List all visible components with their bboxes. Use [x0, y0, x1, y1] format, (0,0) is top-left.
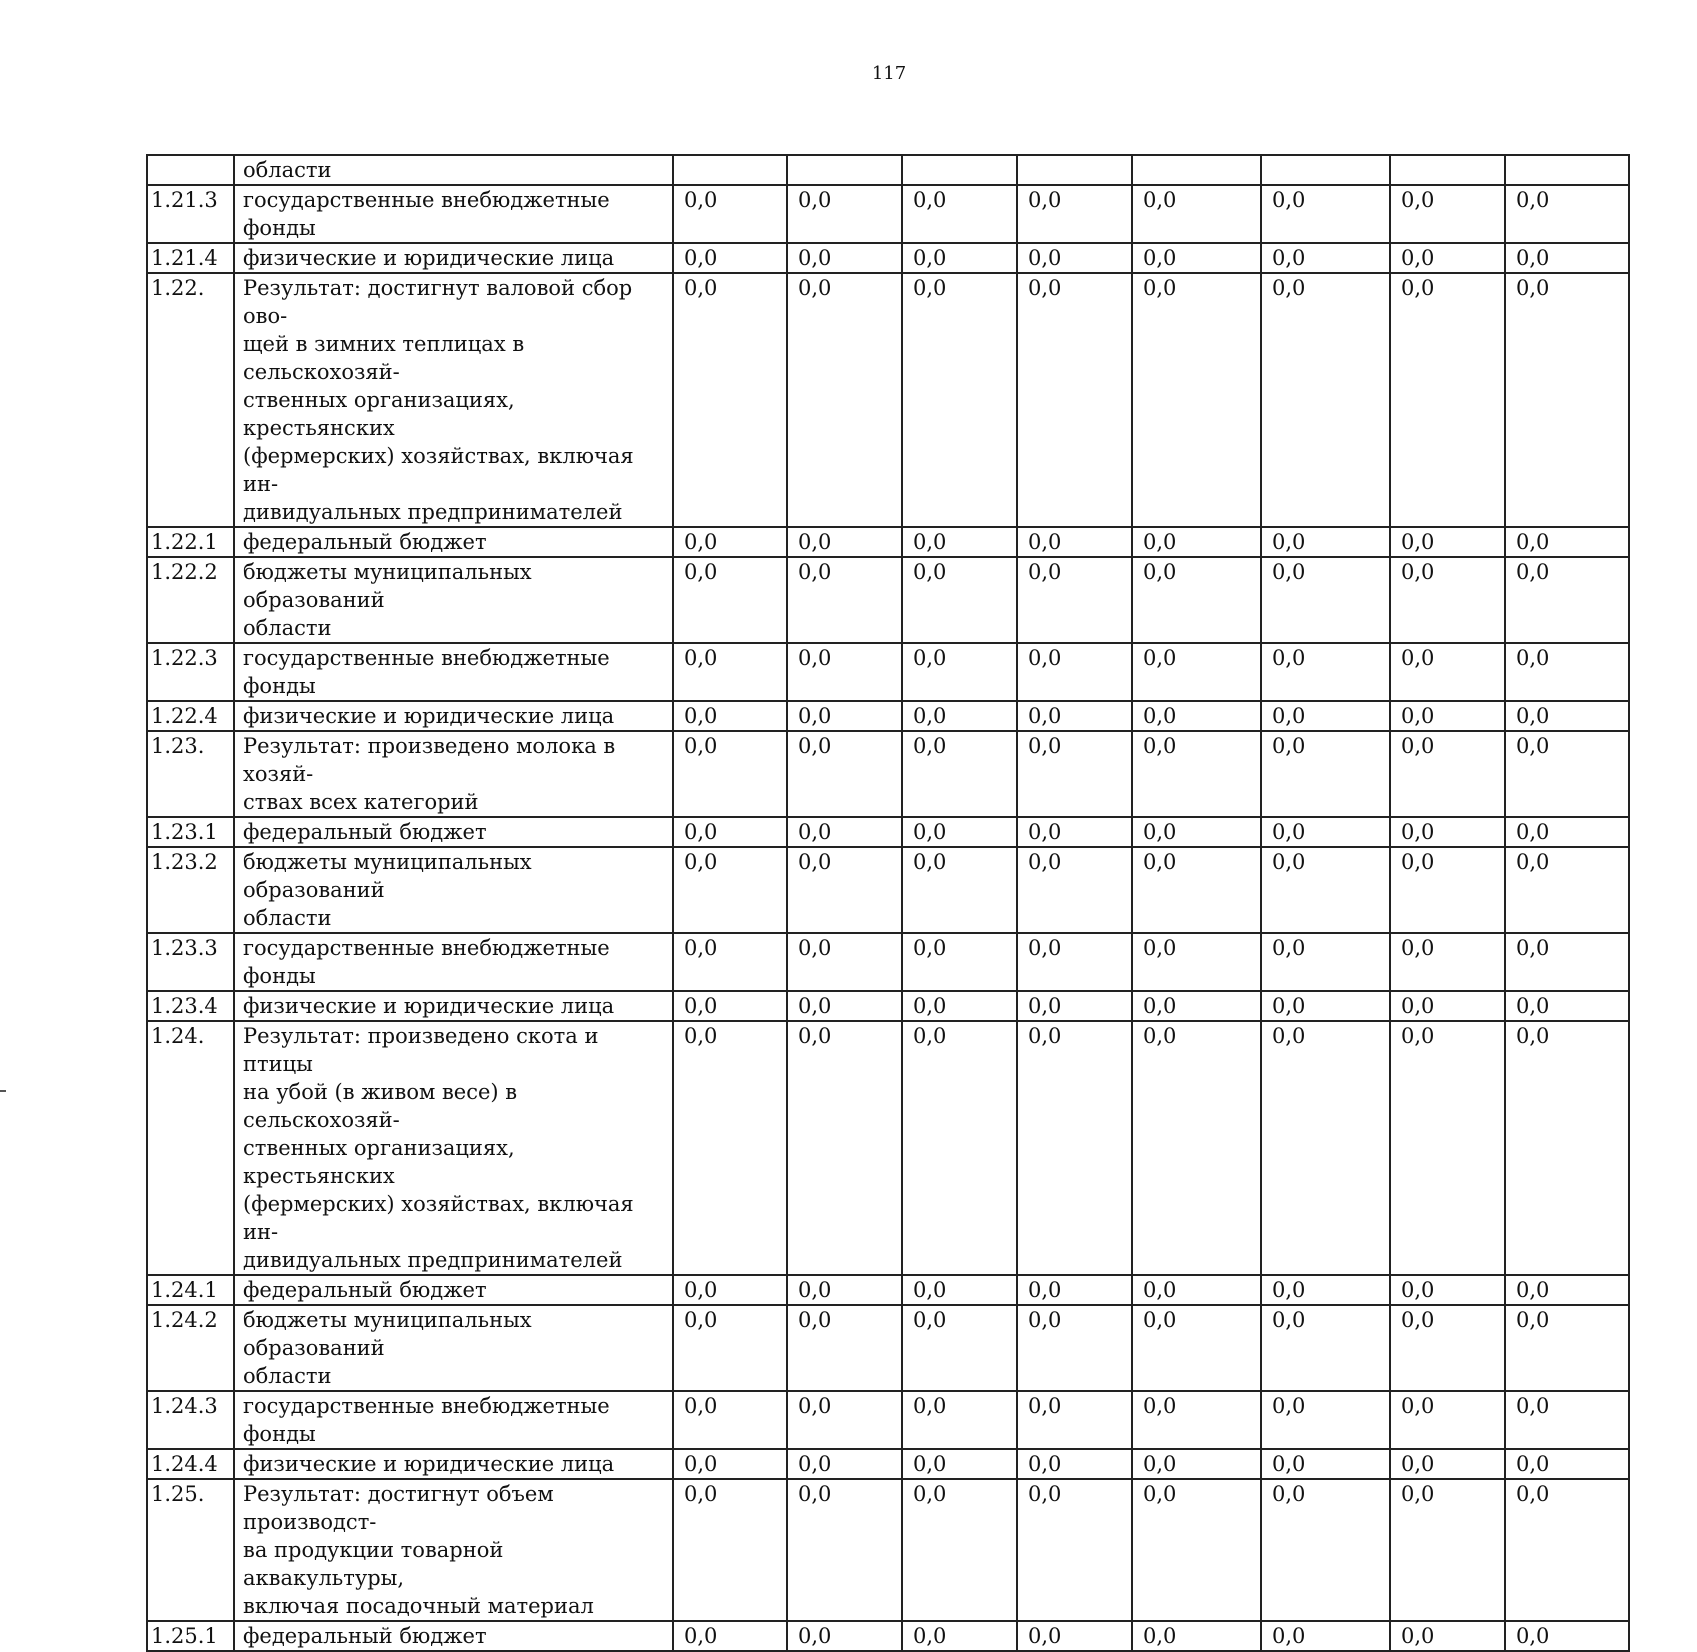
row-label-cell: государственные внебюджетные фонды [234, 1391, 673, 1449]
value-cell: 0,0 [1505, 933, 1629, 991]
table-body [147, 155, 1629, 1651]
value-cell: 0,0 [673, 1449, 787, 1479]
table-row [147, 847, 1629, 933]
value-cell: 0,0 [1261, 933, 1390, 991]
row-number-cell: 1.24.2 [147, 1305, 234, 1391]
value-cell: 0,0 [1505, 1391, 1629, 1449]
value-cell: 0,0 [787, 847, 902, 933]
value-cell: 0,0 [1505, 701, 1629, 731]
value-cell [1261, 155, 1390, 185]
value-cell: 0,0 [787, 991, 902, 1021]
value-cell: 0,0 [1505, 527, 1629, 557]
value-cell: 0,0 [1261, 1391, 1390, 1449]
value-cell: 0,0 [902, 933, 1017, 991]
value-cell: 0,0 [1132, 701, 1261, 731]
value-cell: 0,0 [1390, 1275, 1505, 1305]
value-cell: 0,0 [787, 817, 902, 847]
row-label-cell: физические и юридические лица [234, 1449, 673, 1479]
row-number-cell: 1.22.2 [147, 557, 234, 643]
value-cell: 0,0 [1261, 1621, 1390, 1651]
row-label-cell: государственные внебюджетные фонды [234, 933, 673, 991]
row-number-cell: 1.24.4 [147, 1449, 234, 1479]
value-cell: 0,0 [787, 1021, 902, 1275]
value-cell: 0,0 [1017, 991, 1132, 1021]
row-label-cell: физические и юридические лица [234, 243, 673, 273]
value-cell: 0,0 [1261, 185, 1390, 243]
value-cell: 0,0 [902, 731, 1017, 817]
value-cell: 0,0 [673, 701, 787, 731]
value-cell: 0,0 [1261, 701, 1390, 731]
value-cell: 0,0 [902, 847, 1017, 933]
value-cell: 0,0 [1132, 1021, 1261, 1275]
row-number-cell: 1.21.4 [147, 243, 234, 273]
value-cell: 0,0 [902, 1479, 1017, 1621]
value-cell: 0,0 [902, 557, 1017, 643]
value-cell: 0,0 [902, 1275, 1017, 1305]
value-cell: 0,0 [1017, 273, 1132, 527]
value-cell: 0,0 [1505, 185, 1629, 243]
row-label-cell: физические и юридические лица [234, 701, 673, 731]
value-cell: 0,0 [1132, 1449, 1261, 1479]
row-label-cell: федеральный бюджет [234, 1621, 673, 1651]
row-number-cell: 1.22.1 [147, 527, 234, 557]
value-cell: 0,0 [787, 273, 902, 527]
value-cell: 0,0 [1390, 185, 1505, 243]
value-cell [1132, 155, 1261, 185]
value-cell: 0,0 [787, 701, 902, 731]
row-label-cell: Результат: произведено скота и птицы на убой (в живом весе) в сельскохозяй- ственных организациях, крестьянских (фермерских) хозяйствах, включая ин- дивидуальных предпринимателей [234, 1021, 673, 1275]
value-cell: 0,0 [1017, 731, 1132, 817]
value-cell: 0,0 [902, 527, 1017, 557]
value-cell: 0,0 [1017, 527, 1132, 557]
row-label-cell: физические и юридические лица [234, 991, 673, 1021]
value-cell: 0,0 [1390, 1449, 1505, 1479]
row-label-cell: Результат: произведено молока в хозяй- ствах всех категорий [234, 731, 673, 817]
value-cell: 0,0 [1505, 1449, 1629, 1479]
value-cell: 0,0 [1390, 1391, 1505, 1449]
value-cell: 0,0 [1261, 557, 1390, 643]
row-label-cell: области [234, 155, 673, 185]
table-row [147, 731, 1629, 817]
value-cell [787, 155, 902, 185]
value-cell: 0,0 [1017, 847, 1132, 933]
value-cell: 0,0 [902, 1449, 1017, 1479]
row-label-cell: федеральный бюджет [234, 1275, 673, 1305]
value-cell: 0,0 [1390, 847, 1505, 933]
value-cell: 0,0 [1132, 1479, 1261, 1621]
value-cell: 0,0 [1132, 1305, 1261, 1391]
value-cell: 0,0 [787, 527, 902, 557]
value-cell: 0,0 [1017, 817, 1132, 847]
value-cell: 0,0 [1390, 933, 1505, 991]
value-cell [1505, 155, 1629, 185]
table-row [147, 933, 1629, 991]
value-cell: 0,0 [787, 643, 902, 701]
value-cell: 0,0 [1017, 243, 1132, 273]
value-cell: 0,0 [1017, 701, 1132, 731]
value-cell [902, 155, 1017, 185]
value-cell: 0,0 [1505, 1021, 1629, 1275]
row-label-cell: бюджеты муниципальных образований области [234, 1305, 673, 1391]
row-number-cell: 1.22.3 [147, 643, 234, 701]
value-cell: 0,0 [673, 1305, 787, 1391]
value-cell: 0,0 [1261, 1449, 1390, 1479]
value-cell: 0,0 [1017, 185, 1132, 243]
value-cell: 0,0 [1017, 1479, 1132, 1621]
value-cell: 0,0 [1017, 557, 1132, 643]
row-number-cell [147, 155, 234, 185]
value-cell: 0,0 [1505, 643, 1629, 701]
value-cell: 0,0 [1261, 243, 1390, 273]
value-cell: 0,0 [1390, 1021, 1505, 1275]
value-cell: 0,0 [1261, 273, 1390, 527]
value-cell: 0,0 [1390, 701, 1505, 731]
row-number-cell: 1.21.3 [147, 185, 234, 243]
value-cell: 0,0 [1132, 643, 1261, 701]
value-cell: 0,0 [902, 1305, 1017, 1391]
value-cell: 0,0 [1390, 1621, 1505, 1651]
value-cell: 0,0 [1132, 527, 1261, 557]
value-cell: 0,0 [673, 1021, 787, 1275]
table-row [147, 991, 1629, 1021]
value-cell: 0,0 [673, 243, 787, 273]
value-cell: 0,0 [1505, 557, 1629, 643]
value-cell: 0,0 [1505, 1275, 1629, 1305]
table-row [147, 185, 1629, 243]
value-cell: 0,0 [787, 1391, 902, 1449]
row-number-cell: 1.22.4 [147, 701, 234, 731]
value-cell: 0,0 [787, 933, 902, 991]
value-cell: 0,0 [902, 701, 1017, 731]
value-cell: 0,0 [1132, 1621, 1261, 1651]
value-cell: 0,0 [1017, 1305, 1132, 1391]
value-cell: 0,0 [1261, 991, 1390, 1021]
value-cell: 0,0 [1505, 1479, 1629, 1621]
value-cell: 0,0 [787, 185, 902, 243]
row-number-cell: 1.25. [147, 1479, 234, 1621]
row-number-cell: 1.23.2 [147, 847, 234, 933]
row-label-cell: бюджеты муниципальных образований области [234, 847, 673, 933]
value-cell: 0,0 [1132, 557, 1261, 643]
row-number-cell: 1.23.3 [147, 933, 234, 991]
value-cell: 0,0 [1261, 643, 1390, 701]
value-cell: 0,0 [1390, 731, 1505, 817]
value-cell: 0,0 [1261, 527, 1390, 557]
value-cell: 0,0 [1505, 243, 1629, 273]
value-cell: 0,0 [902, 185, 1017, 243]
value-cell [673, 155, 787, 185]
row-number-cell: 1.24. [147, 1021, 234, 1275]
value-cell: 0,0 [902, 991, 1017, 1021]
table-row [147, 243, 1629, 273]
value-cell: 0,0 [1390, 243, 1505, 273]
value-cell: 0,0 [1017, 643, 1132, 701]
row-number-cell: 1.22. [147, 273, 234, 527]
value-cell: 0,0 [1017, 933, 1132, 991]
value-cell: 0,0 [1017, 1021, 1132, 1275]
table-row [147, 155, 1629, 185]
value-cell: 0,0 [1017, 1621, 1132, 1651]
row-number-cell: 1.23.1 [147, 817, 234, 847]
value-cell: 0,0 [673, 731, 787, 817]
value-cell: 0,0 [673, 557, 787, 643]
value-cell: 0,0 [902, 273, 1017, 527]
value-cell: 0,0 [787, 557, 902, 643]
margin-dash [0, 1090, 6, 1092]
value-cell: 0,0 [1505, 273, 1629, 527]
table-row [147, 1621, 1629, 1651]
value-cell: 0,0 [673, 817, 787, 847]
value-cell: 0,0 [902, 643, 1017, 701]
value-cell: 0,0 [1505, 847, 1629, 933]
value-cell: 0,0 [902, 1021, 1017, 1275]
value-cell: 0,0 [673, 1479, 787, 1621]
row-label-cell: бюджеты муниципальных образований области [234, 557, 673, 643]
value-cell: 0,0 [1505, 1305, 1629, 1391]
value-cell: 0,0 [1132, 731, 1261, 817]
value-cell: 0,0 [1261, 1275, 1390, 1305]
value-cell: 0,0 [1017, 1391, 1132, 1449]
value-cell: 0,0 [1132, 933, 1261, 991]
row-label-cell: Результат: достигнут валовой сбор ово- щей в зимних теплицах в сельскохозяй- ственных организациях, крестьянских (фермерских) хозяйствах, включая ин- дивидуальных предпринимателей [234, 273, 673, 527]
value-cell: 0,0 [902, 243, 1017, 273]
value-cell: 0,0 [1132, 185, 1261, 243]
value-cell: 0,0 [1505, 731, 1629, 817]
value-cell: 0,0 [1505, 991, 1629, 1021]
value-cell: 0,0 [1132, 243, 1261, 273]
value-cell: 0,0 [1017, 1449, 1132, 1479]
table-row [147, 1275, 1629, 1305]
value-cell: 0,0 [902, 1621, 1017, 1651]
value-cell: 0,0 [1261, 1305, 1390, 1391]
value-cell: 0,0 [1390, 273, 1505, 527]
value-cell: 0,0 [673, 933, 787, 991]
value-cell: 0,0 [1017, 1275, 1132, 1305]
value-cell: 0,0 [1390, 527, 1505, 557]
row-number-cell: 1.24.3 [147, 1391, 234, 1449]
value-cell: 0,0 [1390, 643, 1505, 701]
value-cell [1390, 155, 1505, 185]
row-label-cell: Результат: достигнут объем производст- ва продукции товарной аквакультуры, включая посадочный материал [234, 1479, 673, 1621]
value-cell: 0,0 [1132, 847, 1261, 933]
value-cell: 0,0 [1390, 991, 1505, 1021]
value-cell: 0,0 [1132, 991, 1261, 1021]
value-cell: 0,0 [1132, 1275, 1261, 1305]
value-cell: 0,0 [1505, 1621, 1629, 1651]
value-cell: 0,0 [1261, 1479, 1390, 1621]
row-label-cell: федеральный бюджет [234, 527, 673, 557]
value-cell: 0,0 [673, 527, 787, 557]
value-cell: 0,0 [673, 847, 787, 933]
value-cell: 0,0 [673, 185, 787, 243]
table-row [147, 527, 1629, 557]
table-row [147, 701, 1629, 731]
value-cell: 0,0 [787, 1449, 902, 1479]
value-cell: 0,0 [787, 1621, 902, 1651]
value-cell: 0,0 [902, 817, 1017, 847]
value-cell: 0,0 [673, 643, 787, 701]
value-cell: 0,0 [1132, 273, 1261, 527]
value-cell: 0,0 [1390, 557, 1505, 643]
table-row [147, 1391, 1629, 1449]
value-cell: 0,0 [1132, 817, 1261, 847]
value-cell: 0,0 [787, 731, 902, 817]
value-cell: 0,0 [673, 1621, 787, 1651]
value-cell: 0,0 [1390, 1305, 1505, 1391]
value-cell: 0,0 [1261, 731, 1390, 817]
table-row [147, 643, 1629, 701]
row-number-cell: 1.24.1 [147, 1275, 234, 1305]
table-row [147, 557, 1629, 643]
table-row [147, 1305, 1629, 1391]
table-row [147, 273, 1629, 527]
value-cell: 0,0 [1132, 1391, 1261, 1449]
row-number-cell: 1.23. [147, 731, 234, 817]
row-label-cell: государственные внебюджетные фонды [234, 185, 673, 243]
table-row [147, 1479, 1629, 1621]
value-cell [1017, 155, 1132, 185]
value-cell: 0,0 [1505, 817, 1629, 847]
value-cell: 0,0 [673, 1275, 787, 1305]
value-cell: 0,0 [673, 991, 787, 1021]
value-cell: 0,0 [787, 1275, 902, 1305]
value-cell: 0,0 [902, 1391, 1017, 1449]
value-cell: 0,0 [1261, 847, 1390, 933]
row-number-cell: 1.23.4 [147, 991, 234, 1021]
budget-table [146, 154, 1630, 1652]
page-number: 117 [871, 63, 907, 84]
value-cell: 0,0 [1261, 817, 1390, 847]
value-cell: 0,0 [1261, 1021, 1390, 1275]
value-cell: 0,0 [787, 1305, 902, 1391]
table-row [147, 817, 1629, 847]
value-cell: 0,0 [673, 1391, 787, 1449]
value-cell: 0,0 [787, 243, 902, 273]
value-cell: 0,0 [673, 273, 787, 527]
value-cell: 0,0 [1390, 1479, 1505, 1621]
row-number-cell: 1.25.1 [147, 1621, 234, 1651]
table-row [147, 1449, 1629, 1479]
table-row [147, 1021, 1629, 1275]
row-label-cell: федеральный бюджет [234, 817, 673, 847]
value-cell: 0,0 [1390, 817, 1505, 847]
value-cell: 0,0 [787, 1479, 902, 1621]
row-label-cell: государственные внебюджетные фонды [234, 643, 673, 701]
